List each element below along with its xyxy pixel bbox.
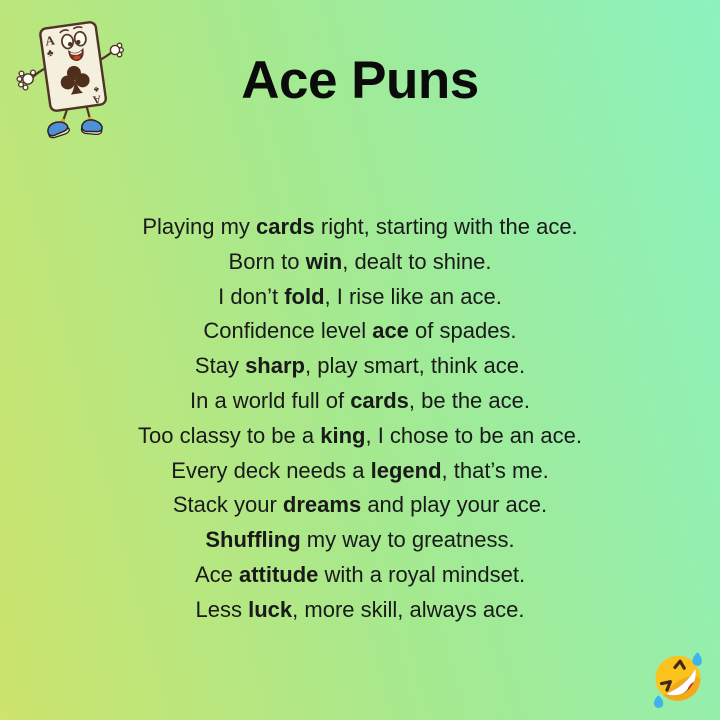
rofl-emoji-icon — [648, 650, 708, 716]
pun-list — [0, 210, 720, 628]
pun-line: Shuffling my way to greatness. — [205, 527, 515, 553]
pun-line: In a world full of cards, be the ace. — [190, 387, 530, 413]
pun-line: Ace attitude with a royal mindset. — [194, 561, 526, 587]
pun-line: I don’t fold, I rise like an ace. — [218, 283, 502, 309]
pun-line: Stack your dreams and play your ace. — [172, 492, 548, 518]
pun-line: Playing my cards right, starting with the ace. — [142, 214, 578, 239]
sneaker-icon — [81, 119, 103, 135]
club-icon: ♣ — [93, 84, 100, 95]
pun-line: Less luck, more skill, always ace. — [195, 596, 525, 622]
tear-drop — [654, 695, 663, 708]
pun-line: Stay sharp, play smart, think ace. — [194, 353, 526, 379]
pun-line: Confidence level ace of spades. — [203, 318, 517, 344]
pun-line: Born to win, dealt to shine. — [228, 248, 492, 274]
tear-drop — [692, 652, 701, 666]
page-title: Ace Puns — [241, 51, 479, 110]
pun-line: Too classy to be a king, I chose to be an ace. — [138, 422, 582, 448]
sneaker-icon — [46, 119, 70, 139]
card-rank-label: A — [92, 92, 102, 106]
club-icon: ♣ — [46, 47, 55, 60]
card-rank-label: A — [44, 32, 56, 49]
pun-line: Every deck needs a legend, that’s me. — [171, 457, 549, 483]
